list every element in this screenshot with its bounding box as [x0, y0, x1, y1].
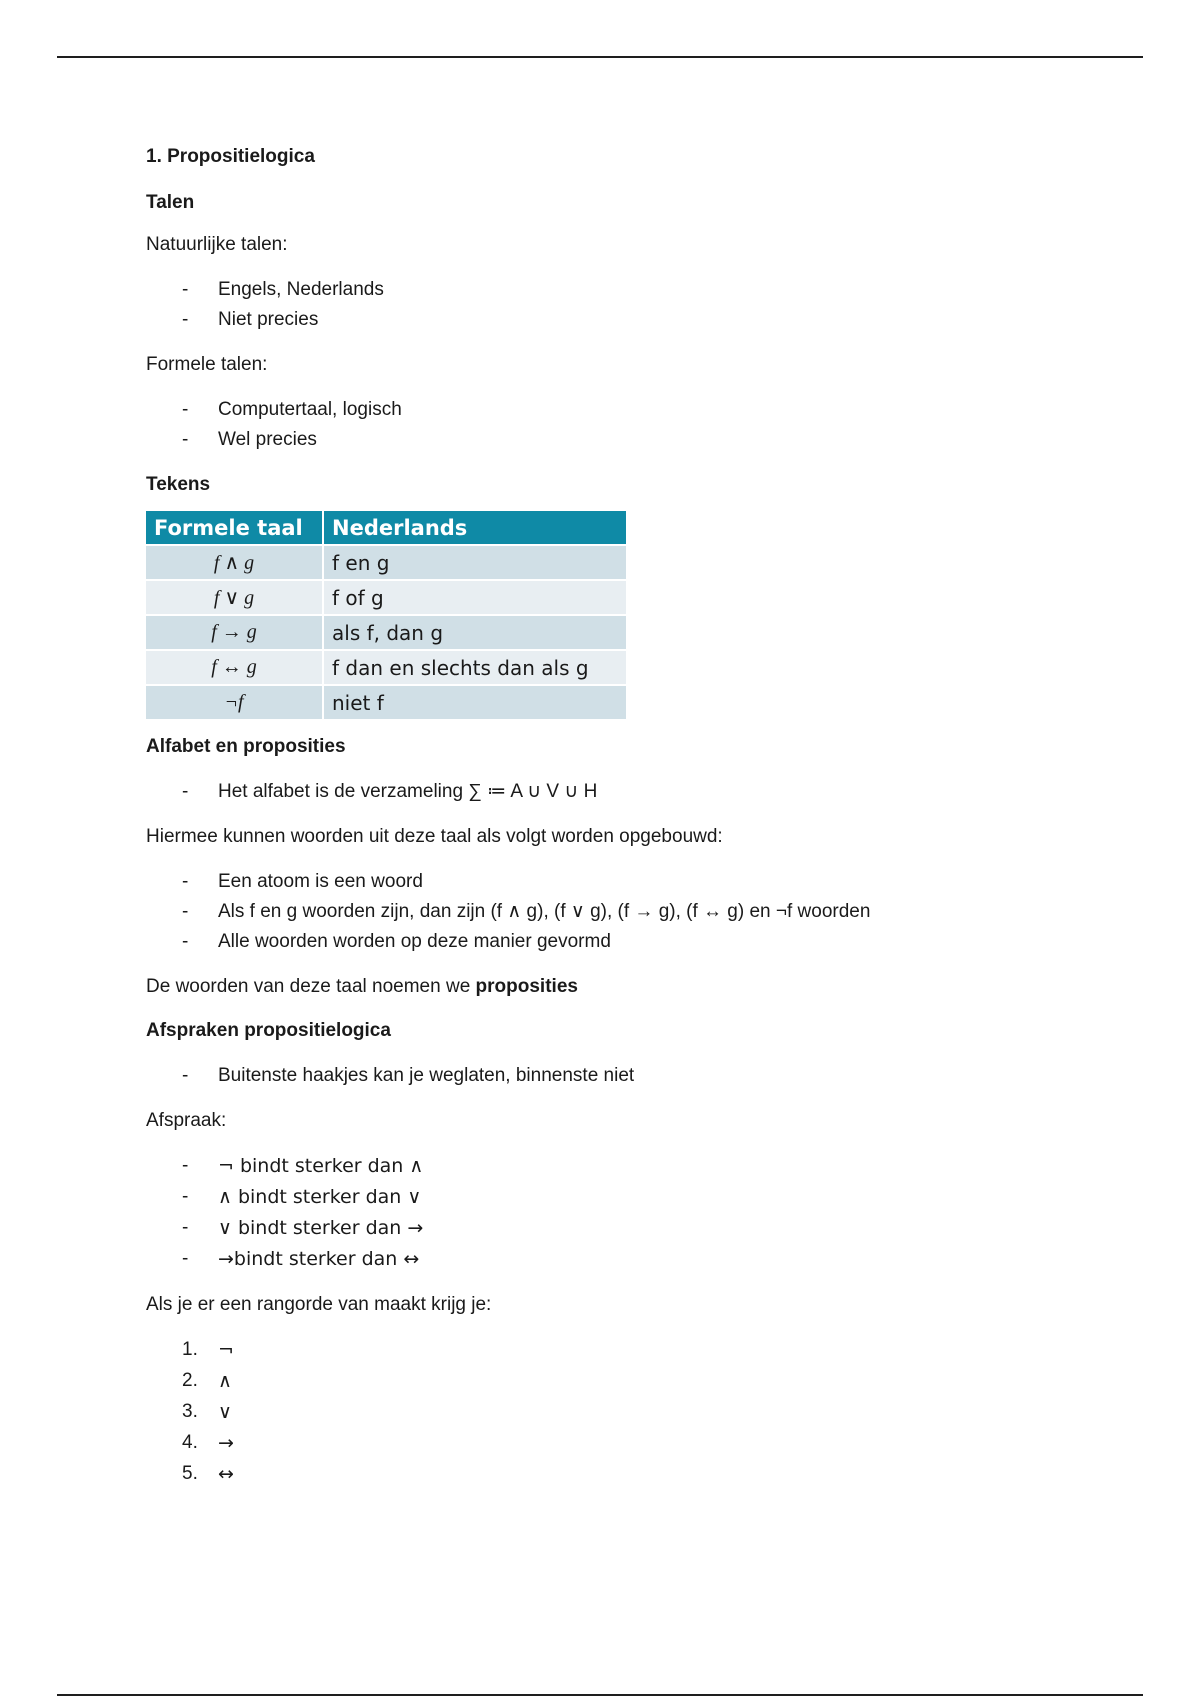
- list-item: 2. ∧: [182, 1370, 232, 1392]
- afspraak-label: Afspraak:: [146, 1110, 227, 1131]
- table-cell: f ∧ g: [146, 546, 324, 579]
- bullet-dash: -: [182, 1186, 189, 1207]
- list-item: 4. →: [182, 1432, 234, 1454]
- list-item: - →bindt sterker dan ↔: [146, 1244, 1106, 1275]
- binding-rules-list: [146, 1151, 1106, 1275]
- list-item: - Als f en g woorden zijn, dan zijn (f ∧ g), (f ∨ g), (f → g), (f ↔ g) en ¬f woorden: [146, 897, 1106, 927]
- bullet-dash: -: [182, 1248, 189, 1269]
- propositions-definition: De woorden van deze taal noemen we proposities: [146, 976, 578, 997]
- alphabet-list: [146, 777, 1106, 807]
- list-item: - Wel precies: [146, 425, 1106, 455]
- bullet-dash: -: [182, 1065, 189, 1086]
- ranking-list: [146, 1335, 1106, 1490]
- table-cell: als f, dan g: [324, 616, 626, 649]
- table-cell: ¬f: [146, 686, 324, 719]
- list-item: - ∨ bindt sterker dan →: [146, 1213, 1106, 1244]
- list-item: - Buitenste haakjes kan je weglaten, binnenste niet: [146, 1061, 1106, 1091]
- list-item: - Computertaal, logisch: [146, 395, 1106, 425]
- bullet-dash: -: [182, 901, 189, 922]
- bullet-dash: -: [182, 871, 189, 892]
- table-cell: f → g: [146, 616, 324, 649]
- table-header-row: [146, 511, 626, 544]
- table-cell: f of g: [324, 581, 626, 614]
- heading-afspraken: Afspraken propositielogica: [146, 1020, 391, 1041]
- formal-languages-list: [146, 395, 1106, 455]
- list-item: - Een atoom is een woord: [146, 867, 1106, 897]
- list-item: 1. ¬: [182, 1339, 234, 1361]
- bullet-dash: -: [182, 781, 189, 802]
- document-body: [146, 145, 1106, 1508]
- bullet-dash: -: [182, 429, 189, 450]
- table-cell: f ∨ g: [146, 581, 324, 614]
- construction-rules-list: [146, 867, 1106, 957]
- table-row: [146, 686, 626, 719]
- table-cell: niet f: [324, 686, 626, 719]
- list-item: 3. ∨: [182, 1401, 232, 1423]
- page-title: 1. Propositielogica: [146, 146, 315, 167]
- column-header: Nederlands: [324, 511, 626, 544]
- table-row: [146, 546, 626, 579]
- bullet-dash: -: [182, 279, 189, 300]
- table-cell: f ↔ g: [146, 651, 324, 684]
- natural-languages-label: Natuurlijke talen:: [146, 234, 288, 255]
- propositions-term: proposities: [475, 976, 578, 997]
- list-item: - Engels, Nederlands: [146, 275, 1106, 305]
- list-item: - Het alfabet is de verzameling ∑ ≔ A ∪ V ∪ H: [146, 777, 1106, 807]
- bullet-dash: -: [182, 931, 189, 952]
- list-item: - Niet precies: [146, 305, 1106, 335]
- heading-talen: Talen: [146, 192, 195, 213]
- bullet-dash: -: [182, 1155, 189, 1176]
- table-cell: f en g: [324, 546, 626, 579]
- heading-alfabet: Alfabet en proposities: [146, 736, 346, 757]
- table-row: [146, 581, 626, 614]
- bullet-dash: -: [182, 309, 189, 330]
- list-item: - ¬ bindt sterker dan ∧: [146, 1151, 1106, 1182]
- list-item: 5. ↔: [182, 1463, 234, 1485]
- formal-languages-label: Formele talen:: [146, 354, 268, 375]
- signs-table: [146, 509, 626, 721]
- column-header: Formele taal: [146, 511, 324, 544]
- heading-tekens: Tekens: [146, 474, 211, 495]
- header-rule: [57, 56, 1143, 58]
- table-row: [146, 616, 626, 649]
- footer-rule: [57, 1694, 1143, 1696]
- ranking-label: Als je er een rangorde van maakt krijg je:: [146, 1294, 492, 1315]
- brackets-list: [146, 1061, 1106, 1091]
- bullet-dash: -: [182, 1217, 189, 1238]
- list-item: - ∧ bindt sterker dan ∨: [146, 1182, 1106, 1213]
- list-item: - Alle woorden worden op deze manier gevormd: [146, 927, 1106, 957]
- bullet-dash: -: [182, 399, 189, 420]
- table-cell: f dan en slechts dan als g: [324, 651, 626, 684]
- table-row: [146, 651, 626, 684]
- construction-intro: Hiermee kunnen woorden uit deze taal als volgt worden opgebouwd:: [146, 826, 723, 847]
- natural-languages-list: [146, 275, 1106, 335]
